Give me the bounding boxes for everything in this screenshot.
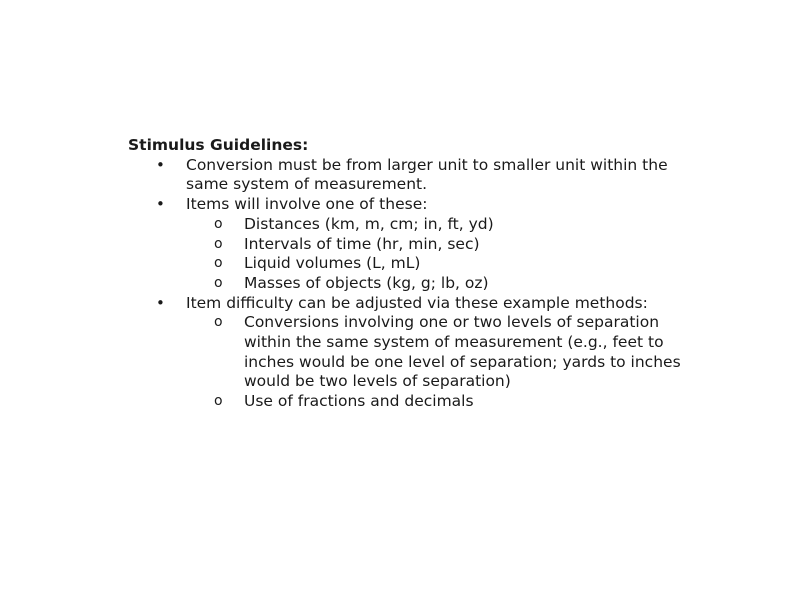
- section-heading: Stimulus Guidelines:: [128, 136, 309, 154]
- circle-bullet-icon: o: [214, 235, 223, 252]
- guidelines-list: [128, 156, 688, 412]
- circle-bullet-icon: o: [214, 215, 223, 232]
- sub-list-item-text: Use of fractions and decimals: [244, 392, 474, 411]
- sub-list-item-text: Distances (km, m, cm; in, ft, yd): [244, 214, 494, 233]
- sub-list-item: [186, 254, 688, 274]
- sub-list-item-text: Conversions involving one or two levels of separation within the same system of measurement (e.g., feet to inches would be one level of separation; yards to inches would be two levels of separation): [244, 313, 681, 391]
- sub-list-item-text: Intervals of time (hr, min, sec): [244, 234, 480, 253]
- circle-bullet-icon: o: [214, 255, 223, 272]
- sub-list-item: [186, 235, 688, 255]
- list-item-text: Conversion must be from larger unit to smaller unit within the same system of measurement.: [186, 155, 668, 194]
- document-body: [128, 136, 688, 448]
- circle-bullet-icon: o: [214, 393, 223, 410]
- sub-list-item: [186, 392, 688, 412]
- list-item: [128, 195, 688, 294]
- sub-list: [186, 215, 688, 294]
- sub-list: [186, 313, 688, 412]
- circle-bullet-icon: o: [214, 314, 223, 331]
- bullet-icon: •: [156, 293, 165, 312]
- sub-list-item: [186, 313, 688, 392]
- list-item: [128, 156, 688, 195]
- circle-bullet-icon: o: [214, 274, 223, 291]
- sub-list-item: [186, 274, 688, 294]
- bullet-icon: •: [156, 195, 165, 214]
- bullet-icon: •: [156, 155, 165, 174]
- sub-list-item: [186, 215, 688, 235]
- list-item: [128, 294, 688, 412]
- sub-list-item-text: Masses of objects (kg, g; lb, oz): [244, 273, 489, 292]
- list-item-text: Item difficulty can be adjusted via these example methods:: [186, 293, 648, 312]
- list-item-text: Items will involve one of these:: [186, 195, 428, 214]
- sub-list-item-text: Liquid volumes (L, mL): [244, 254, 421, 273]
